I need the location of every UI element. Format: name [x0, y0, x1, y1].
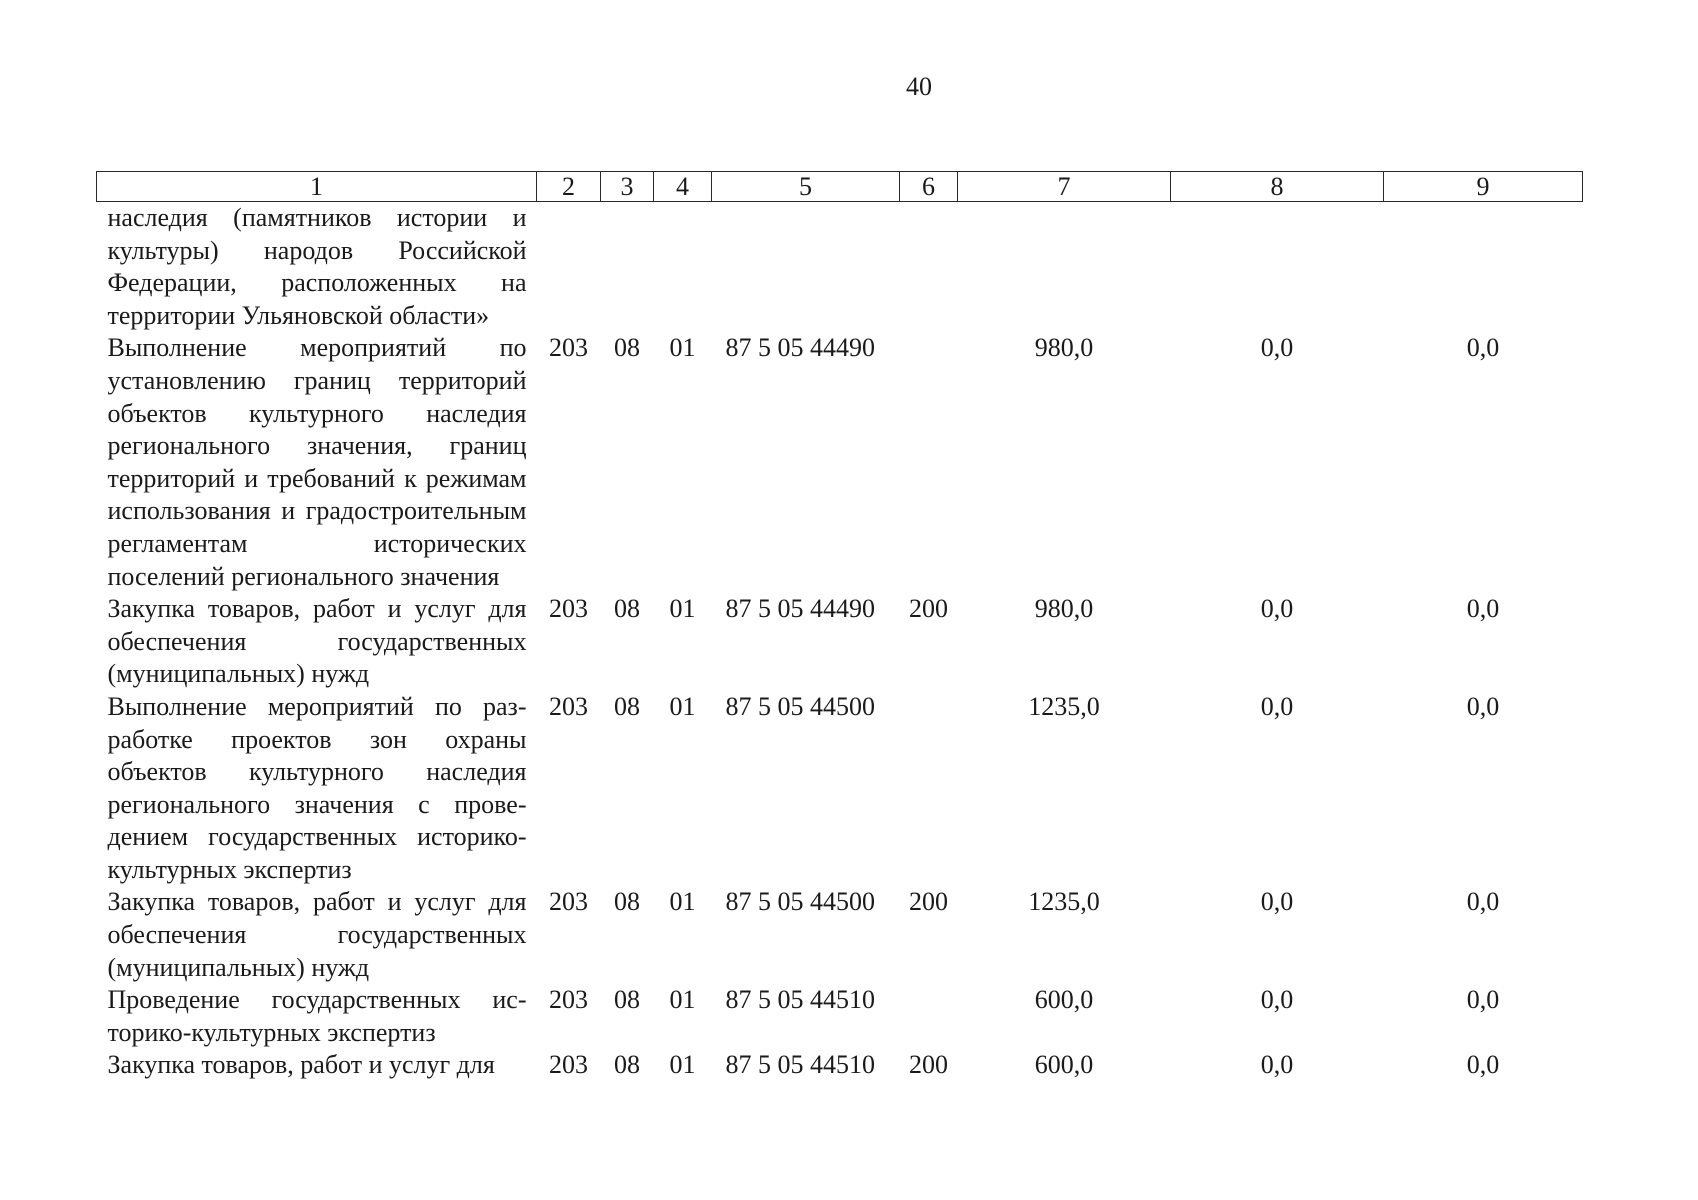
row-name: Проведение государственных историко-культурных экспертиз — [107, 985, 527, 1047]
row-name: Закупка товаров, работ и услуг для обеспечения государственных (муниципальных) нужд — [107, 594, 527, 689]
cell-col9 — [1384, 202, 1583, 333]
cell-col9: 0,0 — [1466, 1050, 1500, 1080]
cell-col9: 0,0 — [1466, 985, 1500, 1015]
cell-col3: 08 — [614, 887, 640, 917]
cell-col6: 200 — [909, 1050, 948, 1080]
cell-col5: 87 5 05 44500 — [725, 691, 875, 721]
cell-col8: 0,0 — [1260, 985, 1294, 1015]
table-row — [97, 886, 1583, 984]
cell-col2: 203 — [549, 594, 588, 624]
cell-col4: 01 — [669, 594, 696, 624]
column-header: 1 — [97, 172, 537, 202]
header-row — [97, 172, 1583, 202]
table-header — [97, 172, 1583, 202]
cell-col4: 01 — [669, 887, 696, 917]
table-row — [97, 332, 1583, 593]
table-row — [97, 202, 1583, 333]
cell-col6: 200 — [909, 887, 948, 917]
cell-col2: 203 — [549, 333, 588, 363]
cell-col3: 08 — [614, 1050, 640, 1080]
cell-col5: 87 5 05 44500 — [725, 887, 875, 917]
cell-col7: 1235,0 — [1028, 691, 1100, 721]
cell-col5 — [712, 202, 900, 333]
cell-col7: 980,0 — [1034, 594, 1094, 624]
cell-col7: 980,0 — [1034, 333, 1094, 363]
table-row — [97, 1049, 1583, 1082]
cell-col7: 600,0 — [1034, 1050, 1094, 1080]
cell-col4 — [654, 202, 712, 333]
table-row — [97, 691, 1583, 887]
page-number: 40 — [906, 72, 932, 101]
cell-col3: 08 — [614, 333, 640, 363]
column-header: 2 — [537, 172, 601, 202]
cell-col3 — [601, 202, 654, 333]
cell-col5: 87 5 05 44510 — [725, 985, 875, 1015]
column-header: 9 — [1384, 172, 1583, 202]
table-body — [97, 202, 1583, 1083]
row-name: Выполнение мероприятий по разработке проектов зон охраны объектов культурного наследия регионального значения с проведением государственных историко-культурных экспертиз — [107, 691, 527, 884]
cell-col8 — [1171, 202, 1384, 333]
row-name: наследия (памятников истории и культуры) народов Российской Федерации, расположенных на территории Ульяновской области» — [107, 203, 527, 330]
cell-col6 — [900, 202, 958, 333]
cell-col8: 0,0 — [1260, 1050, 1294, 1080]
cell-col3: 08 — [614, 985, 640, 1015]
cell-col5: 87 5 05 44490 — [725, 333, 875, 363]
column-header: 8 — [1171, 172, 1384, 202]
cell-col2: 203 — [549, 887, 588, 917]
cell-col8: 0,0 — [1260, 333, 1294, 363]
cell-col8: 0,0 — [1260, 594, 1294, 624]
cell-col2 — [537, 202, 601, 333]
column-header: 5 — [712, 172, 900, 202]
column-header: 6 — [900, 172, 958, 202]
cell-col7: 600,0 — [1034, 985, 1094, 1015]
cell-col6 — [900, 984, 958, 1049]
cell-col9: 0,0 — [1466, 691, 1500, 721]
row-name: Закупка товаров, работ и услуг для обеспечения государственных (муниципальных) нужд — [107, 887, 527, 982]
cell-col3: 08 — [614, 691, 640, 721]
cell-col8: 0,0 — [1260, 887, 1294, 917]
cell-col2: 203 — [549, 1050, 588, 1080]
row-name: Закупка товаров, работ и услуг для — [107, 1050, 495, 1080]
cell-col4: 01 — [669, 1050, 696, 1080]
cell-col4: 01 — [669, 333, 696, 363]
cell-col4: 01 — [669, 985, 696, 1015]
table-row — [97, 593, 1583, 691]
cell-col6: 200 — [909, 594, 948, 624]
cell-col7: 1235,0 — [1028, 887, 1100, 917]
cell-col2: 203 — [549, 691, 588, 721]
cell-col7 — [958, 202, 1171, 333]
row-name: Выполнение мероприятий по установлению границ территорий объектов культурного наследия регионального значения, границ территорий и требований к режимам использования и градостроительным регламентам исторических поселений регионального значения — [107, 333, 527, 591]
cell-col5: 87 5 05 44510 — [725, 1050, 875, 1080]
cell-col9: 0,0 — [1466, 594, 1500, 624]
cell-col2: 203 — [549, 985, 588, 1015]
budget-table — [96, 171, 1583, 1082]
cell-col8: 0,0 — [1260, 691, 1294, 721]
column-header: 3 — [601, 172, 654, 202]
cell-col9: 0,0 — [1466, 333, 1500, 363]
cell-col9: 0,0 — [1466, 887, 1500, 917]
cell-col4: 01 — [669, 691, 696, 721]
column-header: 4 — [654, 172, 712, 202]
column-header: 7 — [958, 172, 1171, 202]
cell-col6 — [900, 691, 958, 887]
cell-col6 — [900, 332, 958, 593]
cell-col3: 08 — [614, 594, 640, 624]
table-row — [97, 984, 1583, 1049]
cell-col5: 87 5 05 44490 — [725, 594, 875, 624]
